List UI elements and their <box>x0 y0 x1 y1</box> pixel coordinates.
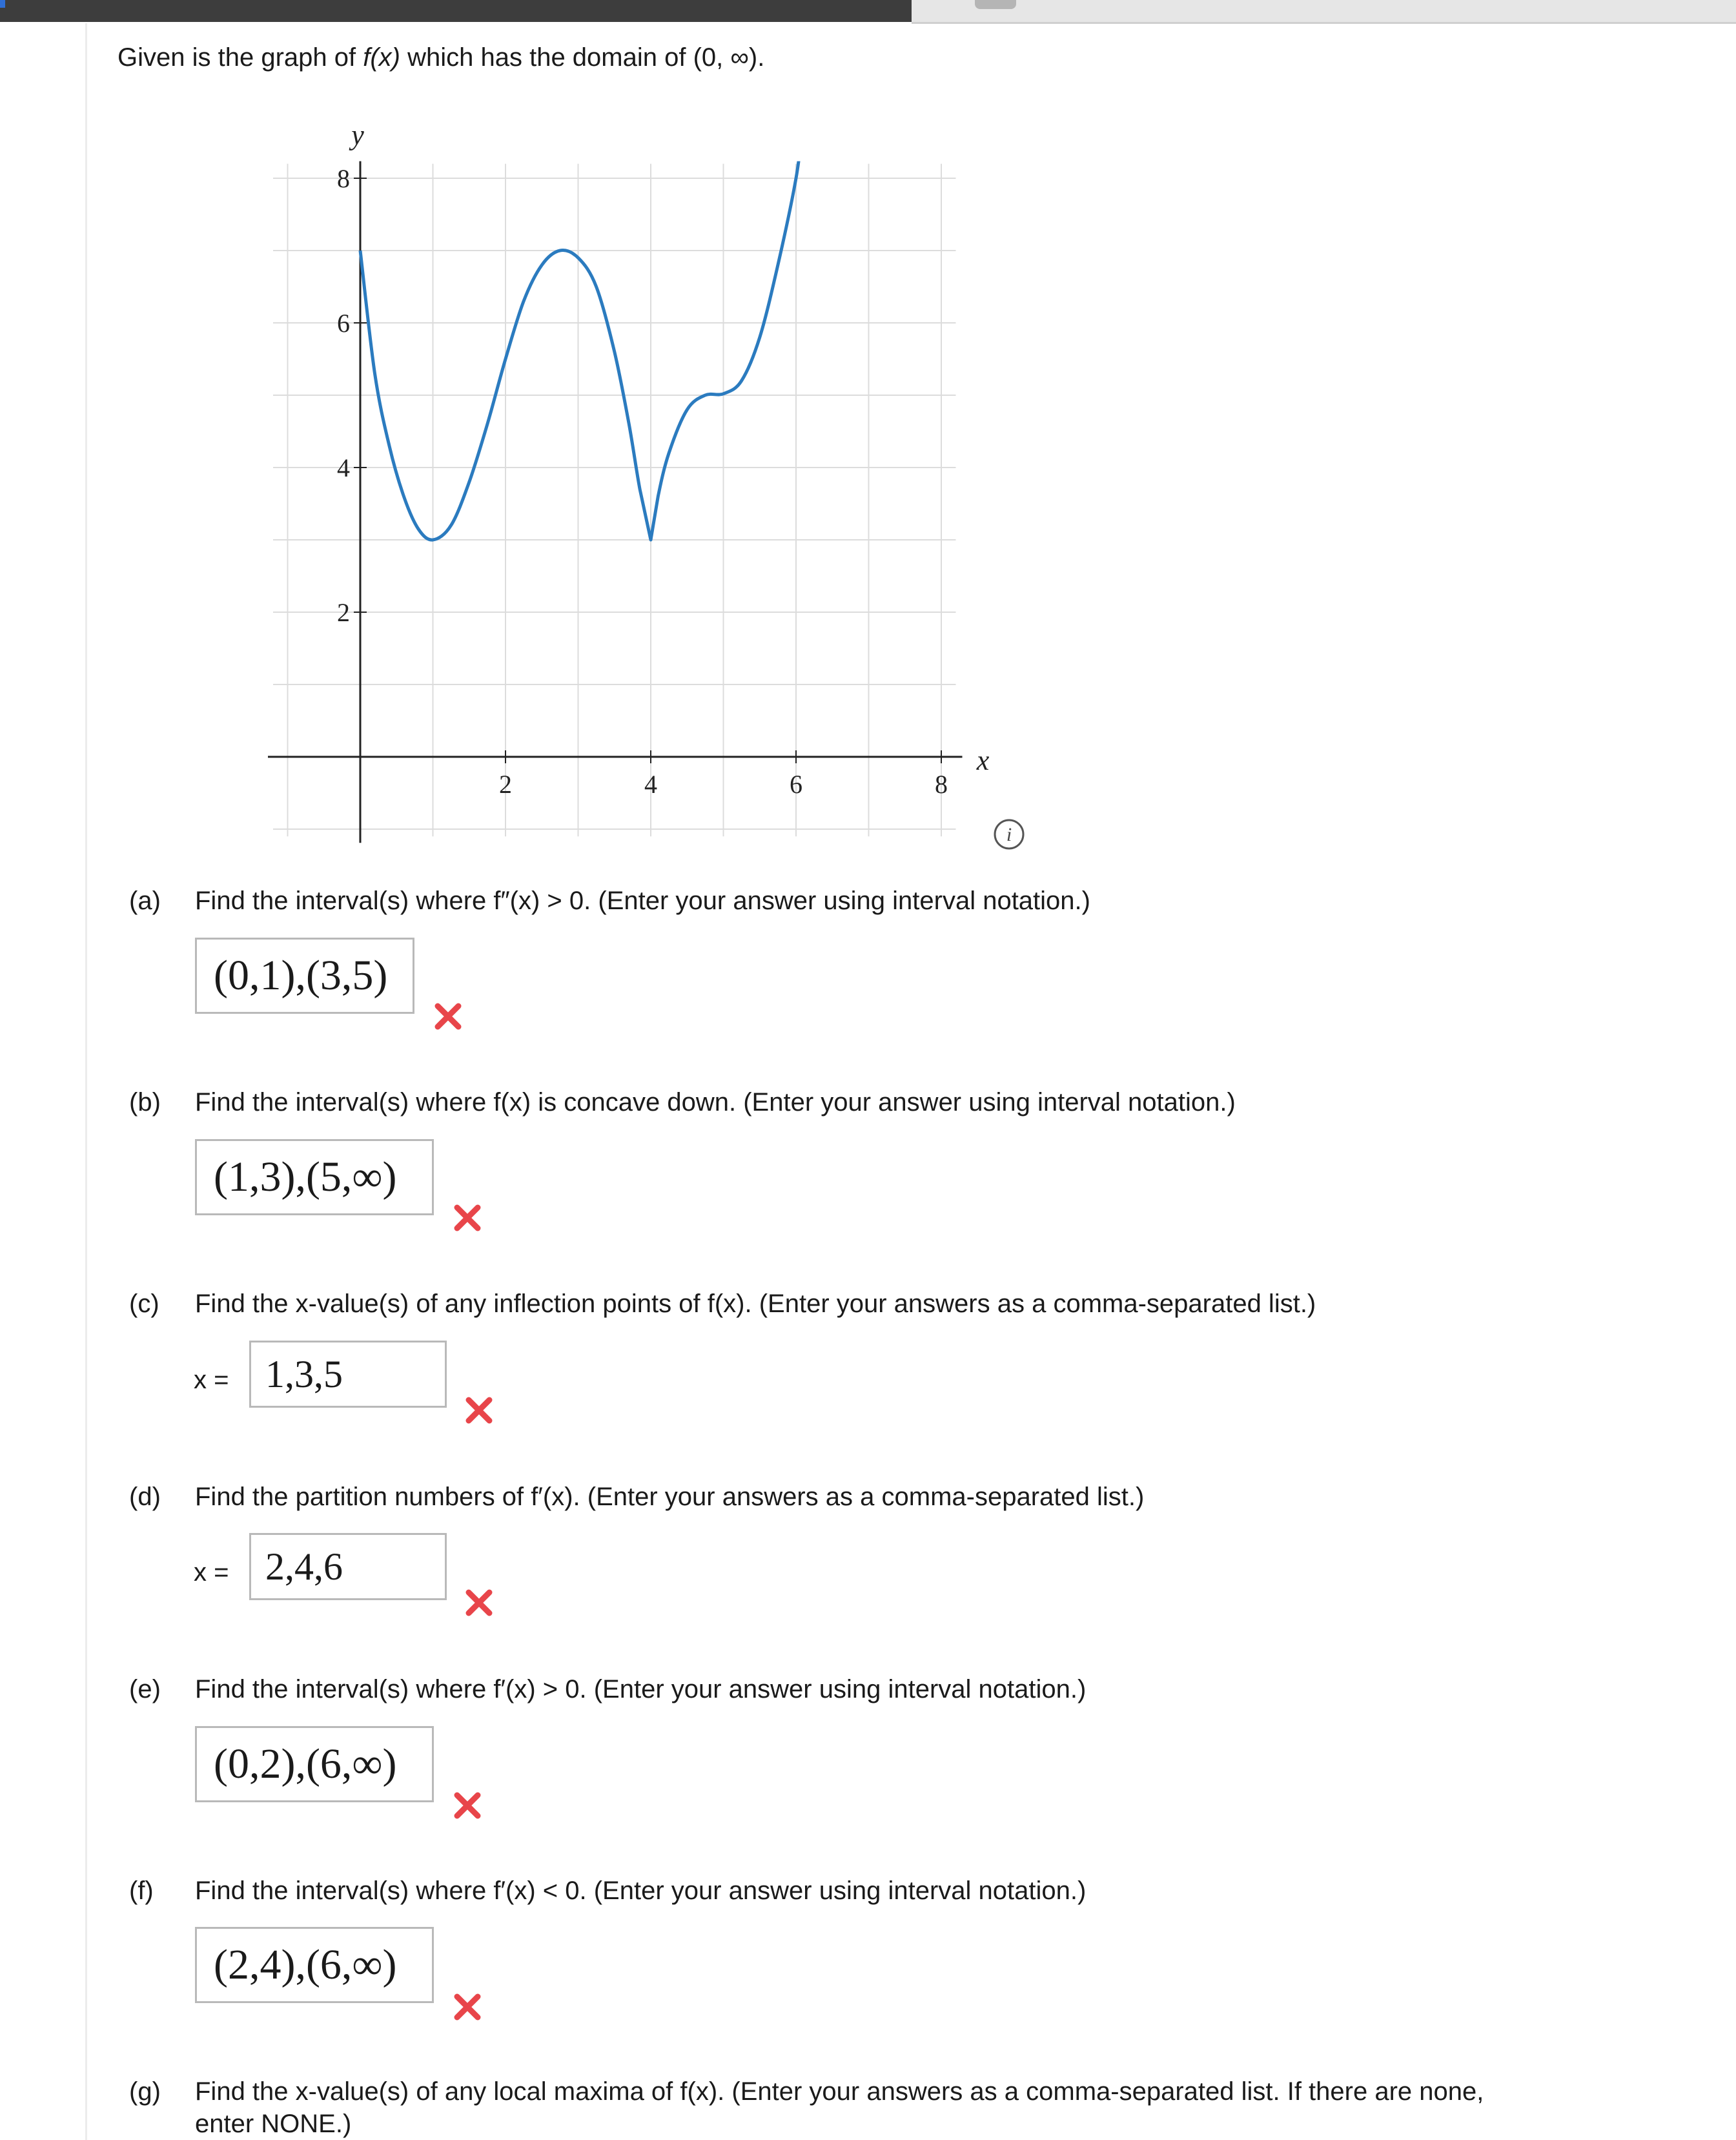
header-bar-dark <box>0 0 912 22</box>
intro-function: f(x) <box>363 43 400 72</box>
y-tick-label: 8 <box>337 164 350 193</box>
question-a-answer-input[interactable]: (0,1),(3,5) <box>195 938 414 1014</box>
question-f-answer-input[interactable]: (2,4),(6,∞) <box>195 1927 434 2003</box>
question-f-label: (f) <box>129 1877 154 1905</box>
x-tick-label: 6 <box>790 770 802 799</box>
y-tick-label: 2 <box>337 598 350 627</box>
question-e-answer-input[interactable]: (0,2),(6,∞) <box>195 1726 434 1802</box>
question-g-text: Find the x-value(s) of any local maxima of f(x). (Enter your answers as a comma-separated list. If there are none, <box>195 2077 1484 2106</box>
function-graph <box>258 110 1072 859</box>
incorrect-x-icon <box>464 1395 495 1426</box>
intro-suffix: which has the domain of (0, ∞). <box>400 43 765 72</box>
question-a-text: Find the interval(s) where f″(x) > 0. (Enter your answer using interval notation.) <box>195 887 1090 915</box>
x-tick-label: 2 <box>499 770 512 799</box>
question-a-label: (a) <box>129 887 161 915</box>
content-left-border <box>85 23 87 2140</box>
intro-prefix: Given is the graph of <box>117 43 363 72</box>
y-tick-label: 4 <box>337 453 350 482</box>
x-tick-label: 4 <box>644 770 657 799</box>
question-d-label: (d) <box>129 1483 161 1511</box>
x-axis-label: x <box>976 745 990 776</box>
x-tick-label: 8 <box>935 770 948 799</box>
incorrect-x-icon <box>433 1001 464 1032</box>
axes <box>268 161 963 843</box>
incorrect-x-icon <box>452 1790 483 1821</box>
info-icon[interactable] <box>995 820 1023 849</box>
grid-lines <box>273 164 956 837</box>
question-f-text: Find the interval(s) where f′(x) < 0. (Enter your answer using interval notation.) <box>195 1877 1087 1905</box>
incorrect-x-icon <box>452 1202 483 1233</box>
question-c-label: (c) <box>129 1290 159 1318</box>
window-edge-marker <box>0 0 5 8</box>
question-d-prefix: x = <box>194 1558 229 1587</box>
function-curve <box>360 110 811 540</box>
y-axis-label: y <box>351 119 364 151</box>
question-e-text: Find the interval(s) where f′(x) > 0. (Enter your answer using interval notation.) <box>195 1675 1087 1703</box>
curve-layer <box>360 110 811 540</box>
incorrect-x-icon <box>464 1587 495 1618</box>
incorrect-x-icon <box>452 1991 483 2022</box>
scroll-tab[interactable] <box>975 0 1016 9</box>
question-d-text: Find the partition numbers of f′(x). (Enter your answers as a comma-separated list.) <box>195 1483 1145 1511</box>
question-b-label: (b) <box>129 1088 161 1116</box>
tick-labels <box>337 164 948 799</box>
browser-top-strip <box>0 0 1736 26</box>
question-c-prefix: x = <box>194 1366 229 1394</box>
question-g-text-line2: enter NONE.) <box>195 2110 352 2138</box>
question-d-answer-input[interactable]: 2,4,6 <box>249 1533 447 1600</box>
question-c-answer-input[interactable]: 1,3,5 <box>249 1341 447 1408</box>
question-b-text: Find the interval(s) where f(x) is concave down. (Enter your answer using interval notation.) <box>195 1088 1236 1116</box>
question-b-answer-input[interactable]: (1,3),(5,∞) <box>195 1139 434 1215</box>
y-tick-label: 6 <box>337 309 350 338</box>
problem-intro <box>117 41 764 74</box>
header-bar-light <box>912 0 1736 24</box>
question-g-label: (g) <box>129 2077 161 2106</box>
svg-text:i: i <box>1006 824 1012 845</box>
question-c-text: Find the x-value(s) of any inflection points of f(x). (Enter your answers as a comma-separated list.) <box>195 1290 1316 1318</box>
question-e-label: (e) <box>129 1675 161 1703</box>
